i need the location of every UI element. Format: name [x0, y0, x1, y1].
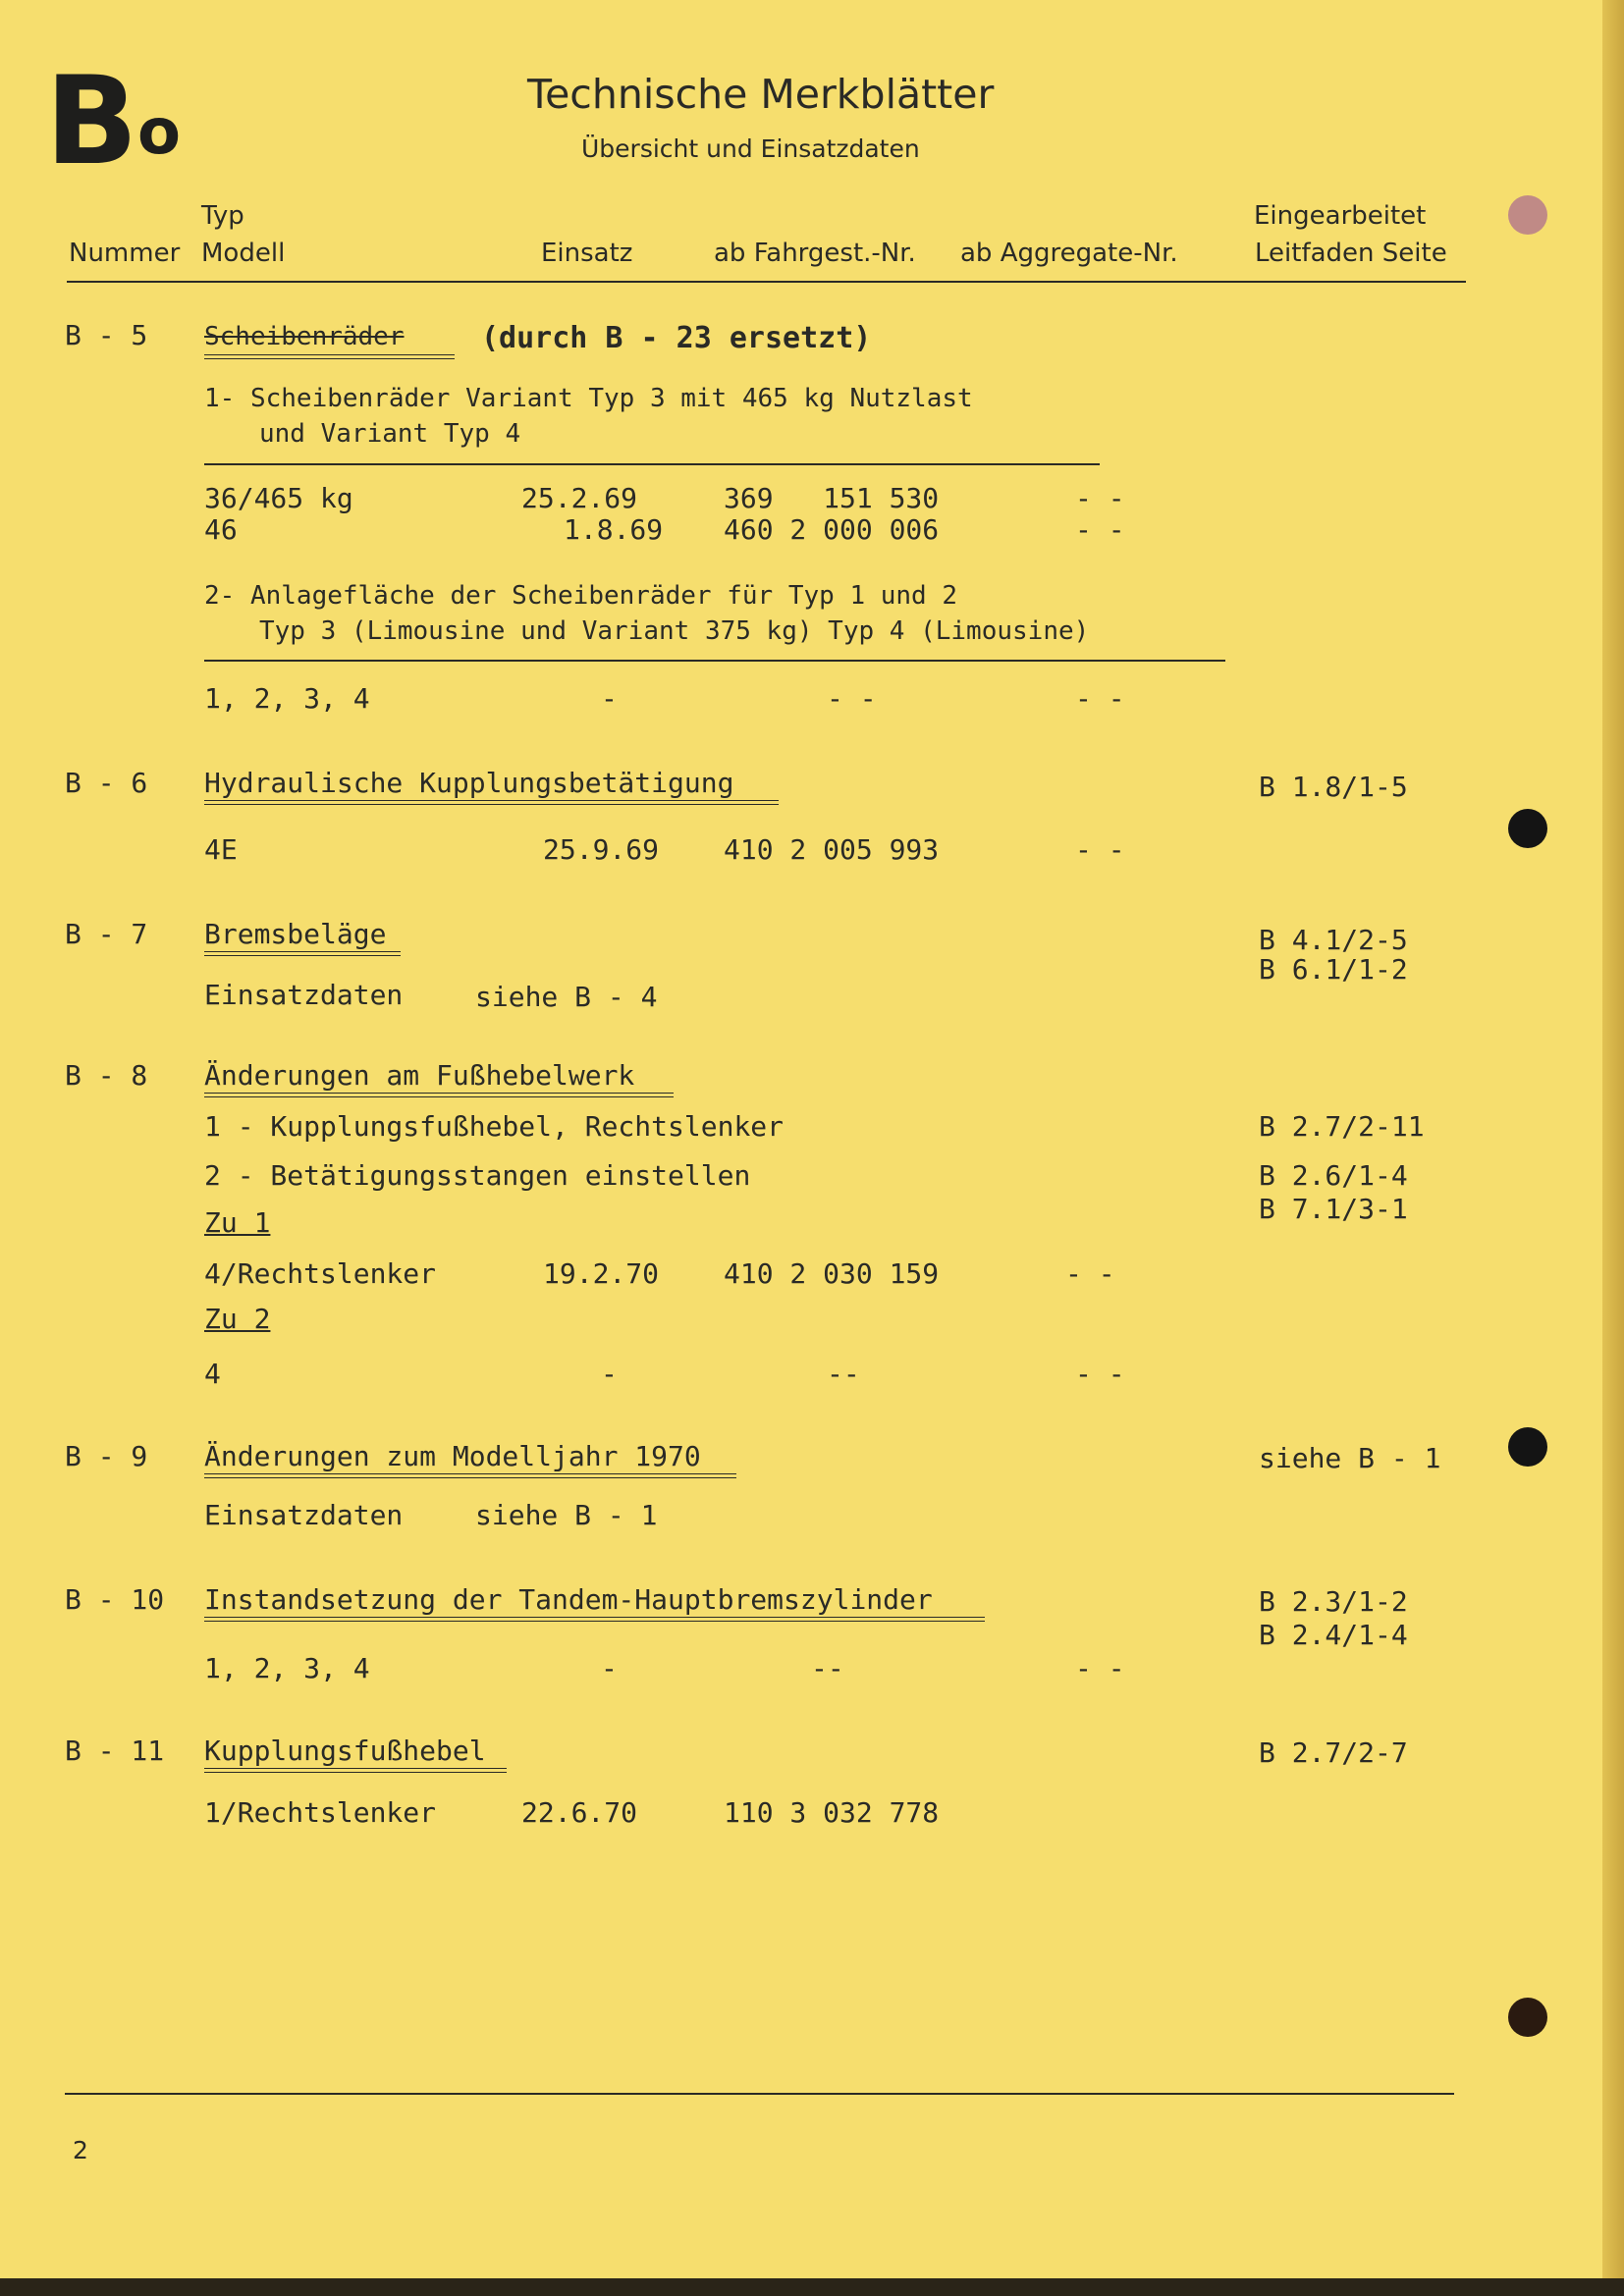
- subtable-rule: [204, 660, 1225, 662]
- entry-title: Instandsetzung der Tandem-Hauptbremszylinder: [204, 1583, 933, 1616]
- einsatz-ref: siehe B - 4: [475, 981, 658, 1013]
- einsatz-ref: siehe B - 1: [475, 1499, 658, 1531]
- cell-fahrgest: 410 2 030 159: [724, 1257, 940, 1290]
- title-double-underline: [204, 354, 455, 359]
- entry-note: (durch B - 23 ersetzt): [481, 321, 872, 355]
- leitfaden-ref: B 6.1/1-2: [1259, 953, 1408, 986]
- entry-subitem: 2 - Betätigungsstangen einstellen: [204, 1159, 751, 1192]
- column-header-eingearbeitet: Eingearbeitet: [1254, 201, 1427, 231]
- entry-subitem: 2- Anlagefläche der Scheibenräder für Typ 1 und 2: [204, 581, 958, 611]
- cell-modell: 4: [204, 1358, 221, 1390]
- cell-modell: 46: [204, 513, 238, 546]
- cell-fahrgest: 410 2 005 993: [724, 833, 940, 866]
- leitfaden-ref: B 2.6/1-4: [1259, 1159, 1408, 1192]
- title-double-underline: [204, 1093, 674, 1097]
- footer-rule: [65, 2093, 1454, 2095]
- entry-number: B - 11: [65, 1735, 165, 1767]
- leitfaden-ref: B 2.7/2-7: [1259, 1736, 1408, 1769]
- binder-hole: [1508, 195, 1547, 235]
- entry-subitem: Typ 3 (Limousine und Variant 375 kg) Typ 4 (Limousine): [259, 616, 1090, 646]
- cell-aggregate: - -: [1075, 513, 1125, 546]
- cell-modell: 1, 2, 3, 4: [204, 1652, 370, 1684]
- cell-aggregate: - -: [1075, 682, 1125, 715]
- header-rule: [67, 281, 1466, 283]
- entry-title: Änderungen am Fußhebelwerk: [204, 1059, 635, 1092]
- cell-einsatz: 1.8.69: [564, 513, 664, 546]
- title-double-underline: [204, 1768, 507, 1773]
- document-title: Technische Merkblätter: [527, 71, 995, 118]
- cell-fahrgest: --: [811, 1652, 844, 1684]
- subsection-label: Zu 2: [204, 1303, 271, 1335]
- column-header-leitfaden: Leitfaden Seite: [1255, 239, 1447, 268]
- cell-einsatz: 25.9.69: [543, 833, 660, 866]
- cell-modell: 4E: [204, 833, 238, 866]
- binder-hole: [1508, 1998, 1547, 2037]
- entry-number: B - 5: [65, 319, 148, 351]
- entry-subitem: 1 - Kupplungsfußhebel, Rechtslenker: [204, 1110, 785, 1143]
- leitfaden-ref: B 7.1/3-1: [1259, 1193, 1408, 1225]
- cell-aggregate: - -: [1075, 482, 1125, 514]
- entry-subitem: und Variant Typ 4: [259, 419, 521, 449]
- column-header-nummer: Nummer: [69, 239, 181, 268]
- page-bottom-edge: [0, 2278, 1624, 2296]
- subsection-label: Zu 1: [204, 1206, 271, 1239]
- entry-number: B - 6: [65, 767, 148, 799]
- cell-einsatz: -: [601, 1652, 618, 1684]
- einsatz-label: Einsatzdaten: [204, 979, 404, 1011]
- entry-title: Hydraulische Kupplungsbetätigung: [204, 767, 734, 799]
- cell-fahrgest: 460 2 000 006: [724, 513, 940, 546]
- entry-number: B - 9: [65, 1440, 148, 1472]
- section-logo-suffix: o: [137, 96, 181, 169]
- page-number: 2: [73, 2136, 88, 2164]
- cell-modell: 1, 2, 3, 4: [204, 682, 370, 715]
- page-right-edge: [1602, 0, 1624, 2296]
- cell-modell: 36/465 kg: [204, 482, 353, 514]
- cell-aggregate: - -: [1075, 833, 1125, 866]
- title-double-underline: [204, 951, 401, 956]
- title-double-underline: [204, 800, 779, 805]
- leitfaden-ref: B 2.7/2-11: [1259, 1110, 1425, 1143]
- column-header-aggregate: ab Aggregate-Nr.: [960, 239, 1178, 268]
- entry-number: B - 7: [65, 918, 148, 950]
- einsatz-label: Einsatzdaten: [204, 1499, 404, 1531]
- entry-title: Bremsbeläge: [204, 918, 387, 950]
- cell-aggregate: - -: [1075, 1358, 1125, 1390]
- cell-einsatz: 19.2.70: [543, 1257, 660, 1290]
- cell-fahrgest: 369 151 530: [724, 482, 940, 514]
- cell-aggregate: - -: [1065, 1257, 1115, 1290]
- entry-title: Änderungen zum Modelljahr 1970: [204, 1440, 701, 1472]
- column-header-modell: Modell: [201, 239, 286, 268]
- cell-fahrgest: --: [827, 1358, 860, 1390]
- column-header-einsatz: Einsatz: [541, 239, 633, 268]
- column-header-fahrgest: ab Fahrgest.-Nr.: [714, 239, 916, 268]
- entry-title: Kupplungsfußhebel: [204, 1735, 486, 1767]
- column-header-typ: Typ: [201, 201, 244, 231]
- cell-einsatz: 25.2.69: [521, 482, 638, 514]
- binder-hole: [1508, 809, 1547, 848]
- leitfaden-ref: B 2.4/1-4: [1259, 1619, 1408, 1651]
- entry-title: Scheibenräder: [204, 322, 405, 351]
- leitfaden-ref: siehe B - 1: [1259, 1442, 1441, 1474]
- entry-number: B - 8: [65, 1059, 148, 1092]
- binder-hole: [1508, 1427, 1547, 1467]
- cell-einsatz: -: [601, 1358, 618, 1390]
- subtable-rule: [204, 463, 1100, 465]
- leitfaden-ref: B 4.1/2-5: [1259, 924, 1408, 956]
- entry-number: B - 10: [65, 1583, 165, 1616]
- cell-modell: 1/Rechtslenker: [204, 1796, 437, 1829]
- title-double-underline: [204, 1617, 985, 1622]
- document-subtitle: Übersicht und Einsatzdaten: [581, 134, 920, 163]
- cell-fahrgest: 110 3 032 778: [724, 1796, 940, 1829]
- entry-subitem: 1- Scheibenräder Variant Typ 3 mit 465 kg Nutzlast: [204, 384, 973, 413]
- cell-einsatz: -: [601, 682, 618, 715]
- leitfaden-ref: B 2.3/1-2: [1259, 1585, 1408, 1618]
- title-double-underline: [204, 1473, 736, 1478]
- cell-aggregate: - -: [1075, 1652, 1125, 1684]
- cell-modell: 4/Rechtslenker: [204, 1257, 437, 1290]
- leitfaden-ref: B 1.8/1-5: [1259, 771, 1408, 803]
- cell-fahrgest: - -: [827, 682, 877, 715]
- cell-einsatz: 22.6.70: [521, 1796, 638, 1829]
- section-logo-letter: B: [45, 51, 136, 192]
